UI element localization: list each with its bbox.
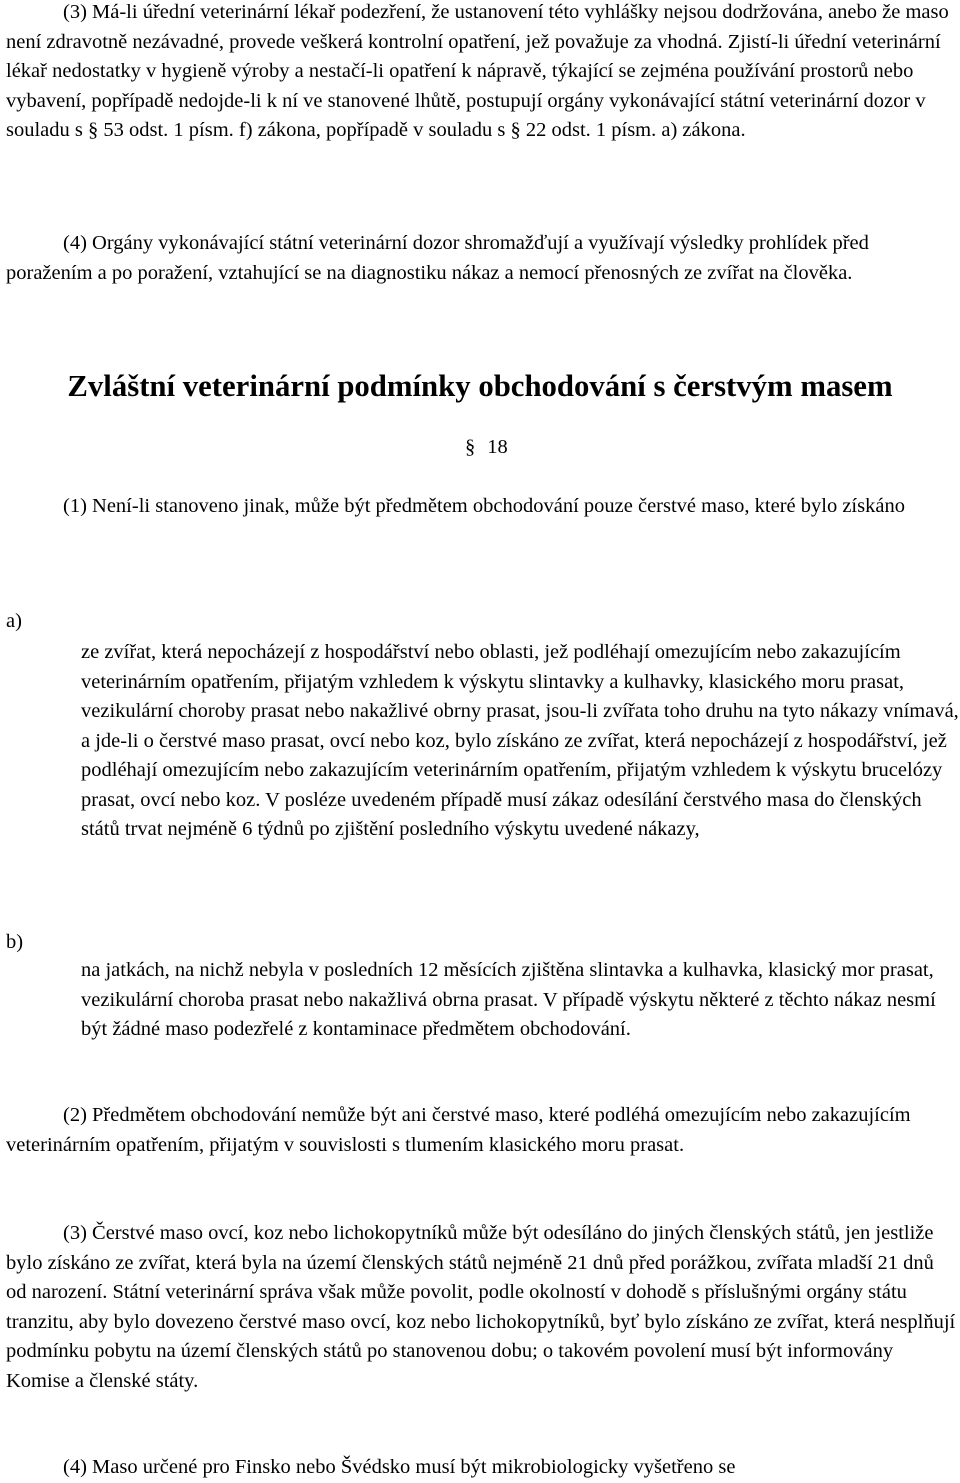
section-number — [465, 433, 508, 463]
section-sign: § — [465, 436, 476, 458]
section-18-paragraph-4: (4) Maso určené pro Finsko nebo Švédsko musí být mikrobiologicky vyšetřeno se — [63, 1456, 736, 1478]
section-18-paragraph-1: (1) Není-li stanoveno jinak, může být předmětem obchodování pouze čerstvé maso, které bylo získáno — [63, 495, 905, 517]
list-item-text: na jatkách, na nichž nebyla v posledních 12 měsících zjištěna slintavka a kulhavka, klasický mor prasat, vezikulární choroba prasat nebo nakažlivá obrna prasat. V případě výskytu některé z těchto nákaz nesmí být žádné maso podezřelé z kontaminace předmětem obchodování. — [81, 959, 936, 1040]
section-18-paragraph-2: (2) Předmětem obchodování nemůže být ani čerstvé maso, které podléhá omezujícím nebo zakazujícím veterinárním opatřením, přijatým v souvislosti s tlumením klasického moru prasat. — [6, 1104, 911, 1156]
section-18-paragraph-3: (3) Čerstvé maso ovcí, koz nebo lichokopytníků může být odesíláno do jiných členských států, jen jestliže bylo získáno ze zvířat, která byla na území členských států nejméně 21 dnů před porážkou, zvířata mladší 21 dnů od narození. Státní veterinární správa však může povolit, podle okolností v dohodě s příslušnými orgány státu tranzitu, aby bylo dovezeno čerstvé maso ovcí, koz nebo lichokopytníků, byť bylo získáno ze zvířat, která nesplňují podmínku pobytu na území členských států po stanovenou dobu; o takovém povolení musí být informovány Komise a členské státy. — [6, 1222, 956, 1392]
section-heading: Zvláštní veterinární podmínky obchodování s čerstvým masem — [67, 369, 893, 403]
paragraph-4-inspection-results: (4) Orgány vykonávající státní veterinární dozor shromažďují a využívají výsledky prohlídek před poražením a po poražení, vztahující se na diagnostiku nákaz a nemocí přenosných ze zvířat na člověka. — [6, 232, 869, 284]
list-item-text: ze zvířat, která nepocházejí z hospodářství nebo oblasti, jež podléhají omezujícím nebo zakazujícím veterinárním opatřením, přijatým vzhledem k výskytu slintavky a kulhavky, klasického moru prasat, vezikulární choroby prasat nebo nakažlivé obrny prasat, jsou-li zvířata toho druhu na tyto nákazy vnímavá, a jde-li o čerstvé maso prasat, ovcí nebo koz, bylo získáno ze zvířat, která nepocházejí z hospodářství, jež podléhají omezujícím nebo zakazujícím veterinárním opatřením, přijatým vzhledem k výskytu brucelózy prasat, ovcí nebo koz. V posléze uvedeném případě musí zákaz odesílání čerstvého masa do členských států trvat nejméně 6 týdnů po zjištění posledního výskytu uvedené nákazy, — [81, 641, 959, 840]
list-item-label: b) — [6, 931, 24, 953]
list-item-label: a) — [6, 610, 22, 632]
section-number-value: 18 — [487, 436, 508, 458]
paragraph-3-inspection-measures: (3) Má-li úřední veterinární lékař podezření, že ustanovení této vyhlášky nejsou dodržována, anebo že maso není zdravotně nezávadné, provede veškerá kontrolní opatření, jež považuje za vhodná. Zjistí-li úřední veterinární lékař nedostatky v hygieně výroby a nestačí-li opatření k nápravě, týkající se zejména používání prostorů nebo vybavení, popřípadě nedojde-li k ní ve stanovené lhůtě, postupují orgány vykonávající státní veterinární dozor v souladu s § 53 odst. 1 písm. f) zákona, popřípadě v souladu s § 22 odst. 1 písm. a) zákona. — [6, 1, 949, 141]
